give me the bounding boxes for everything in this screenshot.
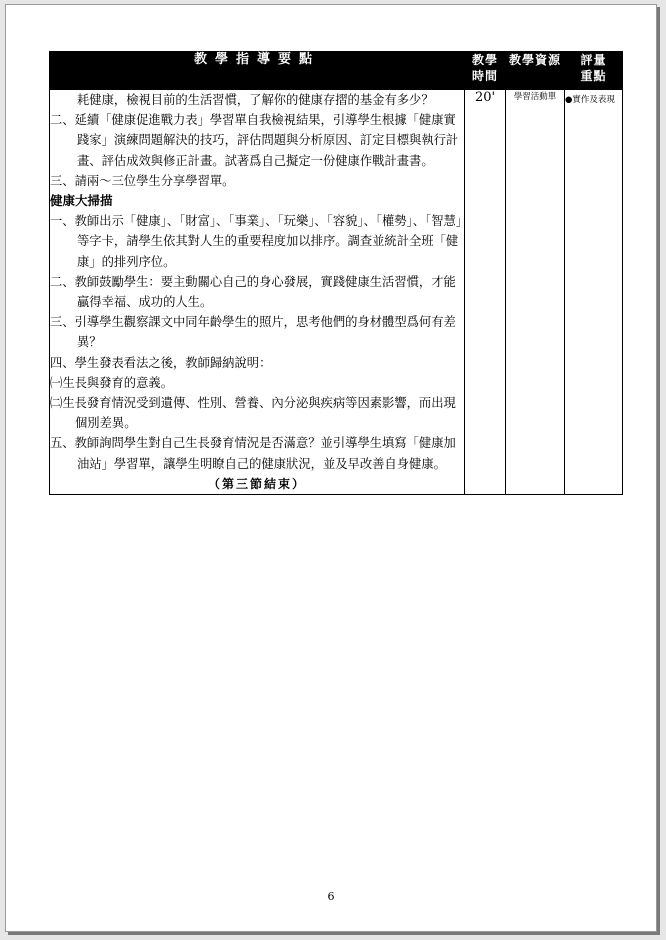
item-number: 三、: [50, 173, 75, 188]
header-resource: 教學資源: [506, 52, 565, 90]
intro-continuation: 耗健康，檢視目前的生活習慣，了解你的健康存摺的基金有多少？: [77, 93, 434, 107]
item-text: 延續「健康促進戰力表」學習單自我檢視結果，引導學生根據「健康實踐家」演練問題解決的技巧，評估問題與分析原因、訂定目標與執行計畫、評估成效與修正計畫。試著爲自己擬定一份健康作戰計畫書。: [74, 113, 459, 168]
item-text: 生長與發育的意義。: [62, 375, 173, 390]
section-end-marker: （第三節結束）: [207, 476, 306, 491]
page-number: 6: [327, 890, 335, 903]
item-text: 引導學生觀察課文中同年齡學生的照片，思考他們的身材體型爲何有差異？: [74, 315, 456, 350]
item-text: 請兩～三位學生分享學習單。: [74, 173, 235, 188]
item-list-b: [50, 211, 464, 373]
lesson-plan-table: [49, 51, 623, 495]
header-assessment: [565, 52, 623, 90]
item-number: ㈡: [50, 396, 63, 411]
document-page: [5, 4, 657, 932]
item-number: 五、: [50, 436, 75, 451]
assessment-cell: ●實作及表現: [565, 90, 623, 495]
list-item: [50, 353, 464, 373]
item-text: 教師詢問學生對自己生長發育情況是否滿意？並引導學生填寫「健康加油站」學習單，讓學生明瞭自己的健康狀況，並及早改善自身健康。: [74, 436, 456, 471]
item-text: 教師出示「健康」、「財富」、「事業」、「玩樂」、「容貌」、「權勢」、「智慧」等字卡，請學生依其對人生的重要程度加以排序。調查並統計全班「健康」的排列序位。: [74, 214, 462, 269]
list-item: [50, 312, 464, 352]
list-item: [50, 393, 464, 433]
list-item: [50, 110, 464, 171]
list-item: [50, 272, 464, 312]
list-item: [50, 373, 464, 393]
item-number: ㈠: [50, 375, 63, 390]
header-guide: 教學指導要點: [50, 52, 465, 90]
time-cell: 20': [465, 90, 506, 495]
item-number: 四、: [50, 355, 75, 370]
list-item: [50, 433, 464, 473]
header-assessment-text: 評量 重點: [580, 53, 607, 83]
item-number: 三、: [50, 315, 75, 330]
section-title: 健康大掃描: [50, 193, 113, 209]
table-header-row: [50, 52, 623, 90]
list-item: [50, 211, 464, 272]
resource-cell: 學習活動單: [506, 90, 565, 495]
guide-content-cell: [50, 90, 465, 495]
list-item: [50, 171, 464, 191]
header-time: [465, 52, 506, 90]
sub-item-list: [50, 373, 464, 434]
item-number: 一、: [50, 214, 75, 229]
item-text: 學生發表看法之後，教師歸納說明：: [74, 355, 272, 370]
item-number: 二、: [50, 113, 75, 128]
item-list-a: [50, 110, 464, 191]
table-body-row: [50, 90, 623, 495]
item-text: 教師鼓勵學生：要主動關心自己的身心發展，實踐健康生活習慣，才能贏得幸福、成功的人生。: [74, 274, 456, 310]
item-list-c: [50, 433, 464, 473]
header-time-text: 教學 時間: [471, 53, 498, 83]
item-number: 二、: [50, 274, 75, 289]
item-text: 生長發育情況受到遺傳、性別、營養、內分泌與疾病等因素影響，而出現個別差異。: [62, 396, 456, 431]
